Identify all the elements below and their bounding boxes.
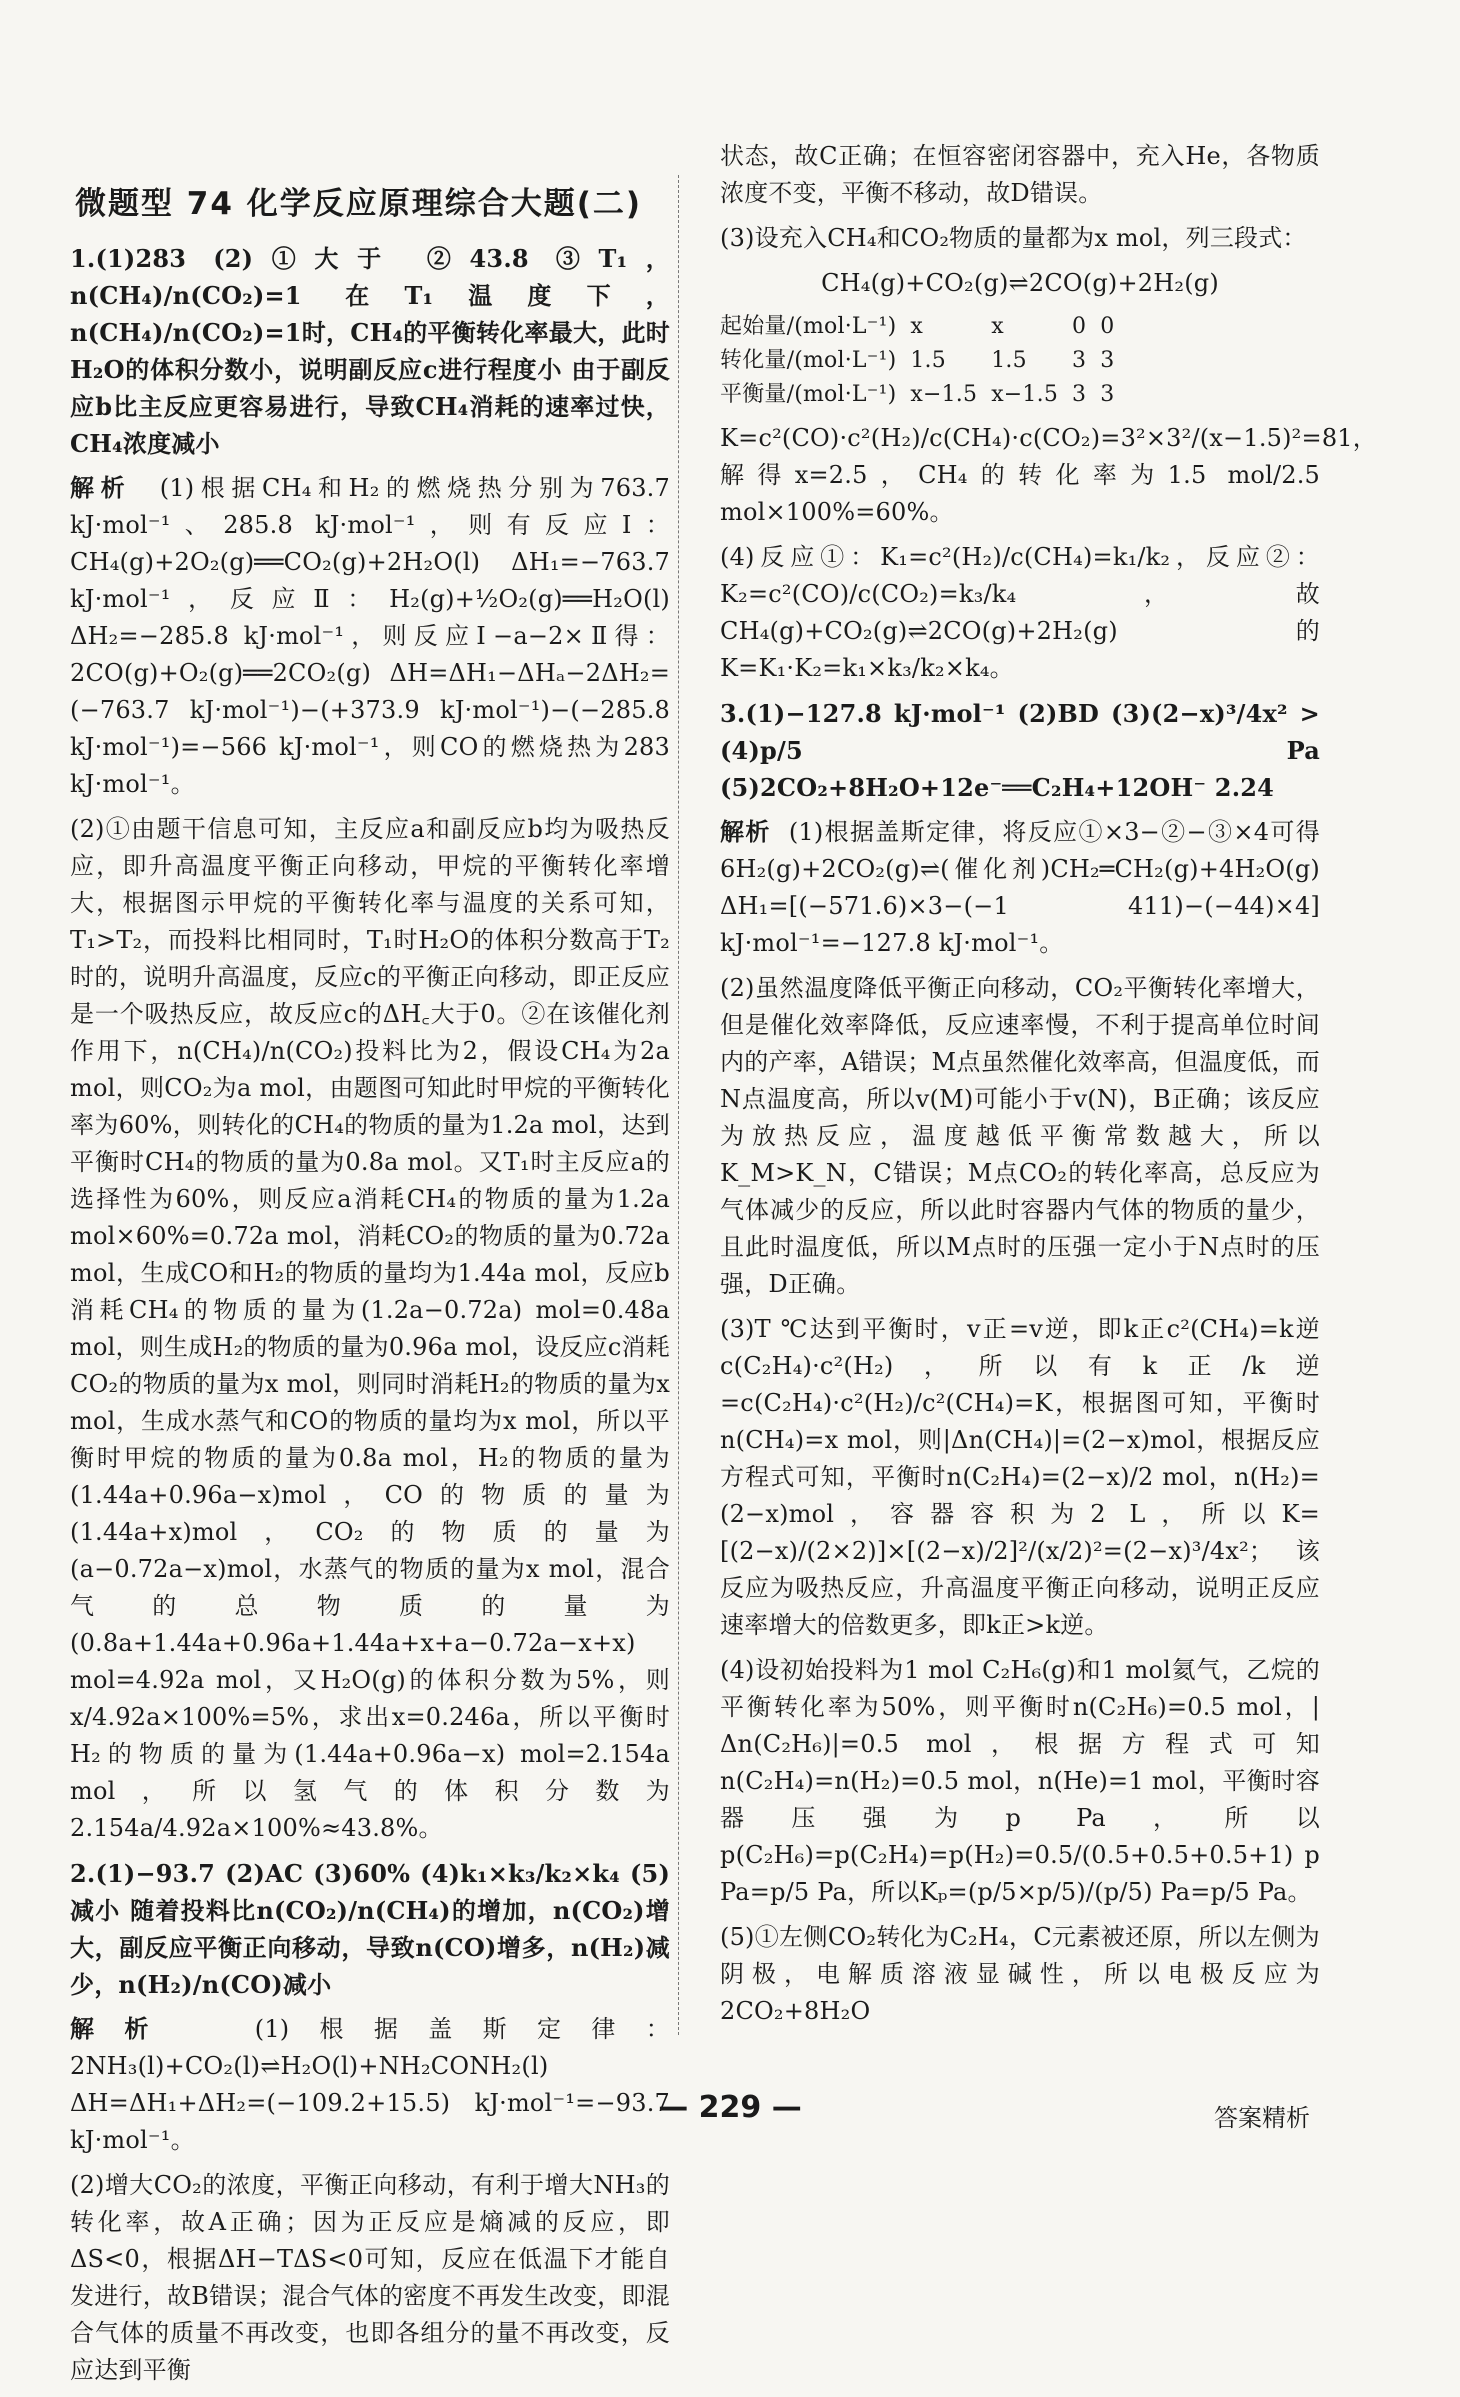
ice-table xyxy=(720,310,1128,412)
analysis-2a xyxy=(70,2011,670,2159)
table-cell: 3 xyxy=(1072,348,1087,373)
table-cell: 转化量/(mol·L⁻¹) xyxy=(720,348,897,373)
analysis-label: 解析 xyxy=(70,474,132,502)
answer-2: 2.(1)−93.7 (2)AC (3)60% (4)k₁×k₃/k₂×k₄ (5)减小 随着投料比n(CO₂)/n(CH₄)的增加，n(CO₂)增大，副反应平衡正向移动，导致n(CO)增多，n(H₂)减少，n(H₂)/n(CO)减小 xyxy=(70,1859,670,1999)
table-cell: x xyxy=(910,314,923,339)
table-cell: 平衡量/(mol·L⁻¹) xyxy=(720,382,897,407)
table-row xyxy=(720,310,1128,344)
page-number: — 229 — xyxy=(658,2090,802,2125)
table-cell: 起始量/(mol·L⁻¹) xyxy=(720,314,897,339)
table-cell: 3 xyxy=(1100,348,1115,373)
table-cell: 1.5 xyxy=(910,348,946,373)
analysis-3a xyxy=(720,814,1320,962)
table-row xyxy=(720,344,1128,378)
analysis-2c: 状态，故C正确；在恒容密闭容器中，充入He，各物质浓度不变，平衡不移动，故D错误。 xyxy=(720,142,1320,207)
table-cell: x xyxy=(991,314,1004,339)
table-cell: 0 xyxy=(1072,314,1087,339)
analysis-2b: (2)增大CO₂的浓度，平衡正向移动，有利于增大NH₃的转化率，故A正确；因为正反应是熵减的反应，即ΔS<0，根据ΔH−TΔS<0可知，反应在低温下才能自发进行，故B错误；混合气体的密度不再发生改变，即混合气体的质量不再改变，也即各组分的量不再改变，反应达到平衡 xyxy=(70,2171,670,2384)
analysis-3c: (3)T ℃达到平衡时，v正=v逆，即k正c²(CH₄)=k逆c(C₂H₄)·c²(H₂)，所以有k正/k逆=c(C₂H₄)·c²(H₂)/c²(CH₄)=K，根据图可知，平衡时n(CH₄)=x mol，则|Δn(CH₄)|=(2−x)mol，根据反应方程式可知，平衡时n(C₂H₄)=(2−x)/2 mol，n(H₂)=(2−x)mol，容器容积为2 L，所以K=[(2−x)/(2×2)]×[(2−x)/2]²/(x/2)²=(2−x)³/4x²；该反应为吸热反应，升高温度平衡正向移动，说明正反应速率增大的倍数更多，即k正>k逆。 xyxy=(720,1315,1320,1639)
analysis-2e: K=c²(CO)·c²(H₂)/c(CH₄)·c(CO₂)=3²×3²/(x−1.5)²=81，解得x=2.5，CH₄的转化率为1.5 mol/2.5 mol×100%=60%。 xyxy=(720,424,1377,526)
analysis-1b: (2)①由题干信息可知，主反应a和副反应b均为吸热反应，即升高温度平衡正向移动，甲烷的平衡转化率增大，根据图示甲烷的平衡转化率与温度的关系可知，T₁>T₂，而投料比相同时，T₁时H₂O的体积分数高于T₂时的，说明升高温度，反应c的平衡正向移动，即正反应是一个吸热反应，故反应c的ΔH꜀大于0。②在该催化剂作用下，n(CH₄)/n(CO₂)投料比为2，假设CH₄为2a mol，则CO₂为a mol，由题图可知此时甲烷的平衡转化率为60%，则转化的CH₄的物质的量为1.2a mol，达到平衡时CH₄的物质的量为0.8a mol。又T₁时主反应a的选择性为60%，则反应a消耗CH₄的物质的量为1.2a mol×60%=0.72a mol，消耗CO₂的物质的量为0.72a mol，生成CO和H₂的物质的量均为1.44a mol，反应b消耗CH₄的物质的量为(1.2a−0.72a) mol=0.48a mol，则生成H₂的物质的量为0.96a mol，设反应c消耗CO₂的物质的量为x mol，则同时消耗H₂的物质的量为x mol，生成水蒸气和CO的物质的量均为x mol，所以平衡时甲烷的物质的量为0.8a mol，H₂的物质的量为(1.44a+0.96a−x)mol，CO的物质的量为(1.44a+x)mol，CO₂的物质的量为(a−0.72a−x)mol，水蒸气的物质的量为x mol，混合气的总物质的量为(0.8a+1.44a+0.96a+1.44a+x+a−0.72a−x+x) mol=4.92a mol，又H₂O(g)的体积分数为5%，则x/4.92a×100%=5%，求出x=0.246a，所以平衡时H₂的物质的量为(1.44a+0.96a−x) mol=2.154a mol，所以氢气的体积分数为2.154a/4.92a×100%≈43.8%。 xyxy=(70,815,670,1842)
analysis-2d: (3)设充入CH₄和CO₂物质的量都为x mol，列三段式： xyxy=(720,224,1307,252)
analysis-2f: (4)反应①：K₁=c²(H₂)/c(CH₄)=k₁/k₂，反应②：K₂=c²(CO)/c(CO₂)=k₃/k₄，故CH₄(g)+CO₂(g)⇌2CO(g)+2H₂(g)的K=K₁·K₂=k₁×k₃/k₂×k₄。 xyxy=(720,543,1320,682)
table-cell: 1.5 xyxy=(991,348,1027,373)
answer-1: 1.(1)283 (2)①大于 ②43.8 ③T₁，n(CH₄)/n(CO₂)=1 在T₁温度下，n(CH₄)/n(CO₂)=1时，CH₄的平衡转化率最大，此时H₂O的体积分数小，说明副反应c进行程度小 由于副反应b比主反应更容易进行，导致CH₄消耗的速率过快，CH₄浓度减小 xyxy=(70,244,670,458)
analysis-3b: (2)虽然温度降低平衡正向移动，CO₂平衡转化率增大，但是催化效率降低，反应速率慢，不利于提高单位时间内的产率，A错误；M点虽然催化效率高，但温度低，而N点温度高，所以v(M)可能小于v(N)，B正确；该反应为放热反应，温度越低平衡常数越大，所以K_M>K_N，C错误；M点CO₂的转化率高，总反应为气体减少的反应，所以此时容器内气体的物质的量少，且此时温度低，所以M点时的压强一定小于N点时的压强，D正确。 xyxy=(720,974,1320,1298)
analysis-1a-text: (1)根据CH₄和H₂的燃烧热分别为763.7 kJ·mol⁻¹、285.8 kJ·mol⁻¹，则有反应Ⅰ：CH₄(g)+2O₂(g)══CO₂(g)+2H₂O(l) ΔH₁=−763.7 kJ·mol⁻¹，反应Ⅱ：H₂(g)+½O₂(g)══H₂O(l) ΔH₂=−285.8 kJ·mol⁻¹，则反应Ⅰ−a−2×Ⅱ得：2CO(g)+O₂(g)══2CO₂(g) ΔH=ΔH₁−ΔHₐ−2ΔH₂=(−763.7 kJ·mol⁻¹)−(+373.9 kJ·mol⁻¹)−(−285.8 kJ·mol⁻¹)=−566 kJ·mol⁻¹，则CO的燃烧热为283 kJ·mol⁻¹。 xyxy=(70,474,670,798)
footer-tag: 答案精析 xyxy=(1214,2104,1310,2132)
table-cell: x−1.5 xyxy=(910,382,978,407)
reaction-equation: CH₄(g)+CO₂(g)⇌2CO(g)+2H₂(g) xyxy=(821,269,1219,297)
analysis-1a xyxy=(70,470,670,803)
table-row xyxy=(720,378,1128,412)
table-cell: 3 xyxy=(1100,382,1115,407)
section-title: 微题型 74 化学反应原理综合大题(二) xyxy=(75,186,643,222)
table-cell: 3 xyxy=(1072,382,1087,407)
analysis-3d: (4)设初始投料为1 mol C₂H₆(g)和1 mol氦气，乙烷的平衡转化率为50%，则平衡时n(C₂H₆)=0.5 mol，|Δn(C₂H₆)|=0.5 mol，根据方程式可知n(C₂H₄)=n(H₂)=0.5 mol，n(He)=1 mol，平衡时容器压强为p Pa，所以p(C₂H₆)=p(C₂H₄)=p(H₂)=0.5/(0.5+0.5+0.5+1) p Pa=p/5 Pa，所以Kₚ=(p/5×p/5)/(p/5) Pa=p/5 Pa。 xyxy=(720,1656,1320,1906)
table-cell: 0 xyxy=(1100,314,1115,339)
table-cell: x−1.5 xyxy=(991,382,1059,407)
analysis-label: 解析 xyxy=(70,2015,179,2043)
analysis-2a-text: (1)根据盖斯定律：2NH₃(l)+CO₂(l)⇌H₂O(l)+NH₂CONH₂(l) ΔH=ΔH₁+ΔH₂=(−109.2+15.5) kJ·mol⁻¹=−93.7 kJ·mol⁻¹。 xyxy=(70,2015,670,2154)
left-column xyxy=(70,240,670,2397)
answer-3: 3.(1)−127.8 kJ·mol⁻¹ (2)BD (3)(2−x)³/4x² > (4)p/5 Pa (5)2CO₂+8H₂O+12e⁻══C₂H₄+12OH⁻ 2.24 xyxy=(720,699,1320,802)
right-column xyxy=(720,138,1377,2038)
column-divider xyxy=(678,175,679,2035)
analysis-label: 解析 xyxy=(720,818,771,846)
analysis-3a-text: (1)根据盖斯定律，将反应①×3−②−③×4可得6H₂(g)+2CO₂(g)⇌(催化剂)CH₂═CH₂(g)+4H₂O(g) ΔH₁=[(−571.6)×3−(−1 411)−(−44)×4] kJ·mol⁻¹=−127.8 kJ·mol⁻¹。 xyxy=(720,818,1320,957)
analysis-3e: (5)①左侧CO₂转化为C₂H₄，C元素被还原，所以左侧为阴极，电解质溶液显碱性，所以电极反应为2CO₂+8H₂O xyxy=(720,1923,1320,2025)
